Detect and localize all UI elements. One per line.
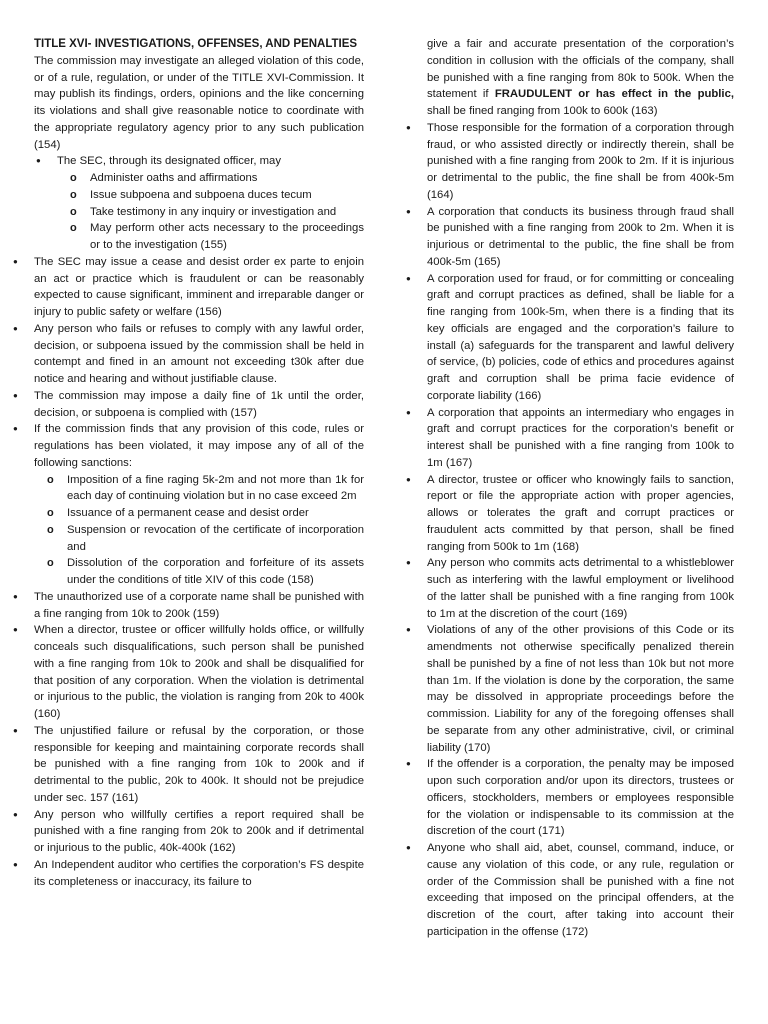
continued-text: give a fair and accurate presentation of the corporation’s condition in collusion with the officials of the company, shall be punished with a fine ranging from 80k to 500k. When the statement if [427, 38, 734, 101]
list-item: ● The commission may impose a daily fine of 1k until the order, decision, or subpoena is complied with (157) [11, 388, 364, 422]
list-item: ● The SEC may issue a cease and desist order ex parte to enjoin an act or practice which is fraudulent or can be reasonably expected to cause significant, imminent and irreparable danger or injury to public safety or welfare (156) [11, 254, 364, 321]
left-bullet-list-main [11, 254, 364, 891]
continued-paragraph [404, 36, 734, 120]
section-title: TITLE XVI- INVESTIGATIONS, OFFENSES, AND PENALTIES [34, 38, 358, 50]
list-item: ● Any person who willfully certifies a report required shall be punished with a fine ranging from 20k to 200k and if detrimental or injurious to the public, 40k-400k (162) [11, 807, 364, 857]
intro-paragraph: The commission may investigate an alleged violation of this code, or of a rule, regulation, or under of the TITLE XVI-Commission. It may publish its findings, orders, opinions and the like concerning its violations and shall give reasonable notice to coordinate with the appropriate regulatory agency prior to any such publication (154) [34, 54, 364, 151]
list-item: ● A director, trustee or officer who knowingly fails to sanction, report or file the appropriate action with proper agencies, allows or tolerates the graft and corrupt practices or fraudulent acts committed by that person, shall be fined ranging from 500k to 1m (168) [404, 472, 734, 556]
sublist-item: o Issue subpoena and subpoena duces tecum [57, 187, 364, 204]
right-column [404, 36, 734, 941]
list-item: ● Any person who commits acts detrimental to a whistleblower such as interfering with the lawful employment or livelihood of the latter shall be punished with a fine ranging from 100k to 1m at the discretion of the court (169) [404, 555, 734, 622]
list-item: ● Those responsible for the formation of a corporation through fraud, or who assisted directly or indirectly therein, shall be punished with a fine ranging from 200k to 2m. If it is injurious or detrimental to the public, the fine shall be from 400k-5m (164) [404, 120, 734, 204]
left-column [34, 36, 364, 890]
sublist [57, 170, 364, 254]
list-item: ● Anyone who shall aid, abet, counsel, command, induce, or cause any violation of this code, or any rule, regulation or order of the Commission shall be punished with a fine not exceeding that imposed on the principal offenders, at the discretion of the court, after taking into account their participation in the offense (172) [404, 840, 734, 941]
sublist-item: o May perform other acts necessary to the proceedings or to the investigation (155) [57, 220, 364, 254]
list-item-text: The SEC, through its designated officer, may [57, 155, 281, 168]
sublist-item: o Imposition of a fine raging 5k-2m and not more than 1k for each day of continuing violation but in no case exceed 2m [34, 472, 364, 506]
sublist-item: o Dissolution of the corporation and forfeiture of its assets under the conditions of title XIV of this code (158) [34, 555, 364, 589]
sublist-item: o Issuance of a permanent cease and desist order [34, 505, 364, 522]
list-item: ● An Independent auditor who certifies the corporation’s FS despite its completeness or inaccuracy, its failure to [11, 857, 364, 891]
list-item: ● A corporation used for fraud, or for committing or concealing graft and corrupt practices as defined, shall be liable for a fine ranging from 100k-5m, when there is a finding that its key officials are engaged and the corporation’s failure to install (a) safeguards for the transparent and lawful delivery of service, (b) policies, code of ethics and procedures against graft and corruption shall be prima facie evidence of corporate liability (166) [404, 271, 734, 405]
list-item: ● A corporation that conducts its business through fraud shall be punished with a fine ranging from 200k to 2m. When it is injurious or detrimental to the public, the fine shall be from 400k-5m (165) [404, 204, 734, 271]
list-item: ● The unauthorized use of a corporate name shall be punished with a fine ranging from 10k to 200k (159) [11, 589, 364, 623]
list-item: ● A corporation that appoints an intermediary who engages in graft and corrupt practices for the corporation’s benefit or interest shall be punished with a fine ranging from 100k to 1m (167) [404, 405, 734, 472]
continued-text-end: shall be fined ranging from 100k to 600k (163) [427, 105, 658, 117]
sublist [34, 472, 364, 589]
list-item [11, 421, 364, 589]
sublist-item: o Administer oaths and affirmations [57, 170, 364, 187]
list-item: ● Any person who fails or refuses to comply with any lawful order, decision, or subpoena issued by the commission shall be held in contempt and fined in an amount not exceeding t30k after due notice and hearing and without justifiable clause. [11, 321, 364, 388]
emphasis-text: FRAUDULENT or has effect in the public, [494, 88, 734, 101]
list-item: ● The unjustified failure or refusal by the corporation, or those responsible for keeping and maintaining corporate records shall be punished with a fine ranging from 10k to 200k and if detrimental to the public, 20k to 400k. It should not be prejudice under sec. 157 (161) [11, 723, 364, 807]
list-item [34, 153, 364, 254]
left-bullet-list [34, 153, 364, 254]
sublist-item: o Take testimony in any inquiry or investigation and [57, 204, 364, 221]
list-item: ● Violations of any of the other provisions of this Code or its amendments not otherwise specifically penalized therein shall be punished by a fine of not less than 10k but not more than 1m. If the violation is done by the corporation, the same may be dissolved in appropriate proceedings before the commission. Liability for any of the foregoing offenses shall be separate from any other administrative, civil, or criminal liability (170) [404, 622, 734, 756]
list-item: ● When a director, trustee or officer willfully holds office, or willfully conceals such disqualifications, such person shall be punished with a fine ranging from 10k to 200k and shall be disqualified for that position of any corporation. When the violation is detrimental or injurious to the public, the violation is ranging from 20k to 400k (160) [11, 622, 364, 723]
list-item-text: If the commission finds that any provision of this code, rules or regulations has been violated, it may impose any of all of the following sanctions: [34, 423, 364, 469]
sublist-item: o Suspension or revocation of the certificate of incorporation and [34, 522, 364, 556]
list-item: ● If the offender is a corporation, the penalty may be imposed upon such corporation and/or upon its directors, trustees or officers, stockholders, members or employees responsible for the violation or indispensable to its commission at the discretion of the court (171) [404, 756, 734, 840]
right-bullet-list [404, 120, 734, 941]
